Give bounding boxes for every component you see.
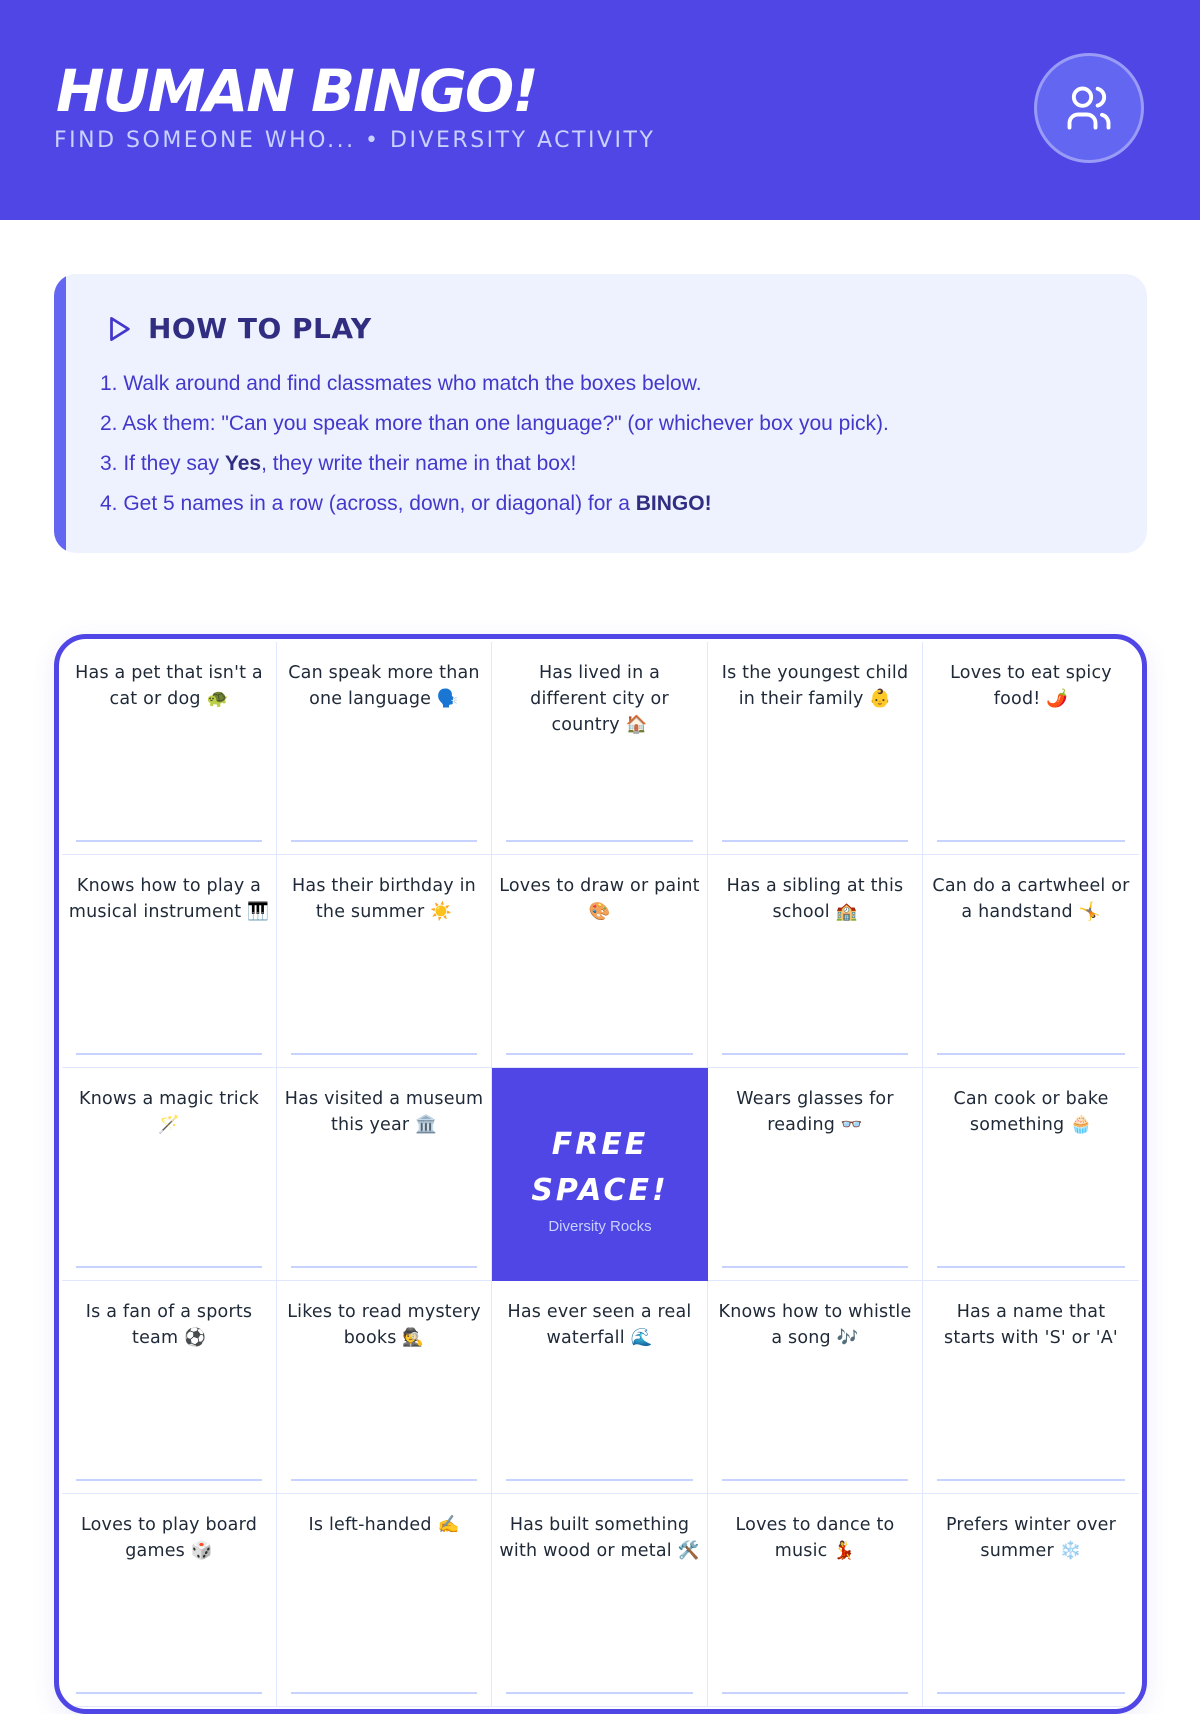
- bingo-cell-prompt: Knows how to whistle a song 🎶: [718, 1302, 912, 1348]
- signature-line: [937, 1266, 1125, 1268]
- bingo-cell-prompt: Has lived in a different city or country 🏠: [530, 663, 669, 735]
- signature-line: [76, 1692, 262, 1694]
- bingo-cell-prompt: Knows how to play a musical instrument 🎹: [68, 876, 270, 922]
- free-space-title: FREE SPACE!: [531, 1127, 669, 1208]
- bingo-cell-prompt: Is a fan of a sports team ⚽: [85, 1302, 253, 1348]
- bingo-cell-prompt: Has a sibling at this school 🏫: [726, 876, 904, 922]
- free-space-subtitle: Diversity Rocks: [548, 1218, 652, 1235]
- bingo-cell-prompt: Knows a magic trick 🪄: [79, 1089, 259, 1135]
- bingo-cell-prompt: Has ever seen a real waterfall 🌊: [507, 1302, 692, 1348]
- step-2: 2. Ask them: "Can you speak more than one language?" (or whichever box you pick).: [100, 412, 889, 435]
- signature-line: [722, 840, 908, 842]
- bingo-cell[interactable]: [708, 1494, 923, 1707]
- step-4: 4. Get 5 names in a row (across, down, or diagonal) for a BINGO!: [100, 492, 712, 515]
- bingo-cell[interactable]: [923, 855, 1139, 1068]
- bingo-cell-prompt: Has built something with wood or metal 🛠️: [499, 1515, 700, 1561]
- how-to-play-header: [104, 312, 372, 345]
- bingo-cell[interactable]: [923, 1281, 1139, 1494]
- header: [0, 0, 1200, 220]
- step-1: 1. Walk around and find classmates who match the boxes below.: [100, 372, 702, 395]
- bingo-cell-prompt: Prefers winter over summer ❄️: [945, 1515, 1117, 1561]
- signature-line: [722, 1479, 908, 1481]
- bingo-cell-prompt: Has a name that starts with 'S' or 'A': [944, 1302, 1118, 1348]
- bingo-cell[interactable]: [62, 1494, 277, 1707]
- signature-line: [937, 1053, 1125, 1055]
- signature-line: [722, 1692, 908, 1694]
- step-3: 3. If they say Yes, they write their name in that box!: [100, 452, 577, 475]
- signature-line: [506, 840, 693, 842]
- page-title: HUMAN BINGO!: [56, 57, 537, 125]
- bingo-cell-prompt: Has visited a museum this year 🏛️: [284, 1089, 484, 1135]
- bingo-cell-prompt: Is the youngest child in their family 👶: [721, 663, 909, 709]
- signature-line: [76, 840, 262, 842]
- bingo-cell-prompt: Can speak more than one language 🗣️: [288, 663, 480, 709]
- bingo-cell[interactable]: [708, 855, 923, 1068]
- bingo-cell-prompt: Loves to eat spicy food! 🌶️: [950, 663, 1112, 709]
- bingo-cell[interactable]: [62, 1068, 277, 1281]
- signature-line: [506, 1479, 693, 1481]
- participants-button[interactable]: [1034, 53, 1144, 163]
- bingo-cell-prompt: Loves to draw or paint 🎨: [499, 876, 700, 922]
- bingo-cell[interactable]: [492, 642, 708, 855]
- how-to-play-title: HOW TO PLAY: [148, 312, 372, 345]
- bingo-cell[interactable]: [708, 1068, 923, 1281]
- signature-line: [291, 1692, 477, 1694]
- bingo-cell[interactable]: [923, 1494, 1139, 1707]
- bingo-cell-prompt: Can cook or bake something 🧁: [953, 1089, 1109, 1135]
- bingo-cell-prompt: Is left-handed ✍️: [308, 1515, 460, 1535]
- bingo-cell-prompt: Loves to play board games 🎲: [80, 1515, 258, 1561]
- free-space-cell: [492, 1068, 708, 1281]
- bingo-cell[interactable]: [492, 855, 708, 1068]
- bingo-cell[interactable]: [277, 1281, 492, 1494]
- signature-line: [76, 1479, 262, 1481]
- signature-line: [722, 1266, 908, 1268]
- bingo-cell[interactable]: [492, 1494, 708, 1707]
- bingo-cell[interactable]: [923, 642, 1139, 855]
- signature-line: [291, 1053, 477, 1055]
- bingo-cell[interactable]: [277, 1068, 492, 1281]
- bingo-cell[interactable]: [923, 1068, 1139, 1281]
- bingo-cell[interactable]: [708, 642, 923, 855]
- users-icon: [1063, 82, 1115, 134]
- signature-line: [76, 1266, 262, 1268]
- bingo-cell-prompt: Loves to dance to music 💃: [735, 1515, 895, 1561]
- signature-line: [937, 1479, 1125, 1481]
- bingo-cell-prompt: Has their birthday in the summer ☀️: [292, 876, 476, 922]
- page-subtitle: FIND SOMEONE WHO... • DIVERSITY ACTIVITY: [54, 128, 656, 153]
- bingo-cell[interactable]: [277, 855, 492, 1068]
- bingo-cell[interactable]: [708, 1281, 923, 1494]
- bingo-cell[interactable]: [62, 855, 277, 1068]
- bingo-cell[interactable]: [62, 1281, 277, 1494]
- signature-line: [722, 1053, 908, 1055]
- bingo-grid: [62, 642, 1139, 1707]
- bingo-cell[interactable]: [277, 1494, 492, 1707]
- signature-line: [506, 1053, 693, 1055]
- bingo-cell-prompt: Wears glasses for reading 👓: [736, 1089, 894, 1135]
- signature-line: [291, 1479, 477, 1481]
- how-to-play-panel: [54, 274, 1147, 553]
- bingo-cell[interactable]: [277, 642, 492, 855]
- bingo-board: [54, 634, 1147, 1714]
- signature-line: [76, 1053, 262, 1055]
- signature-line: [937, 1692, 1125, 1694]
- bingo-cell[interactable]: [62, 642, 277, 855]
- play-icon: [104, 314, 134, 344]
- bingo-cell[interactable]: [492, 1281, 708, 1494]
- bingo-cell-prompt: Can do a cartwheel or a handstand 🤸: [932, 876, 1130, 922]
- signature-line: [506, 1692, 693, 1694]
- signature-line: [291, 1266, 477, 1268]
- how-to-play-steps: [100, 364, 889, 524]
- bingo-cell-prompt: Has a pet that isn't a cat or dog 🐢: [75, 663, 263, 709]
- signature-line: [937, 840, 1125, 842]
- signature-line: [291, 840, 477, 842]
- bingo-cell-prompt: Likes to read mystery books 🕵️: [287, 1302, 481, 1348]
